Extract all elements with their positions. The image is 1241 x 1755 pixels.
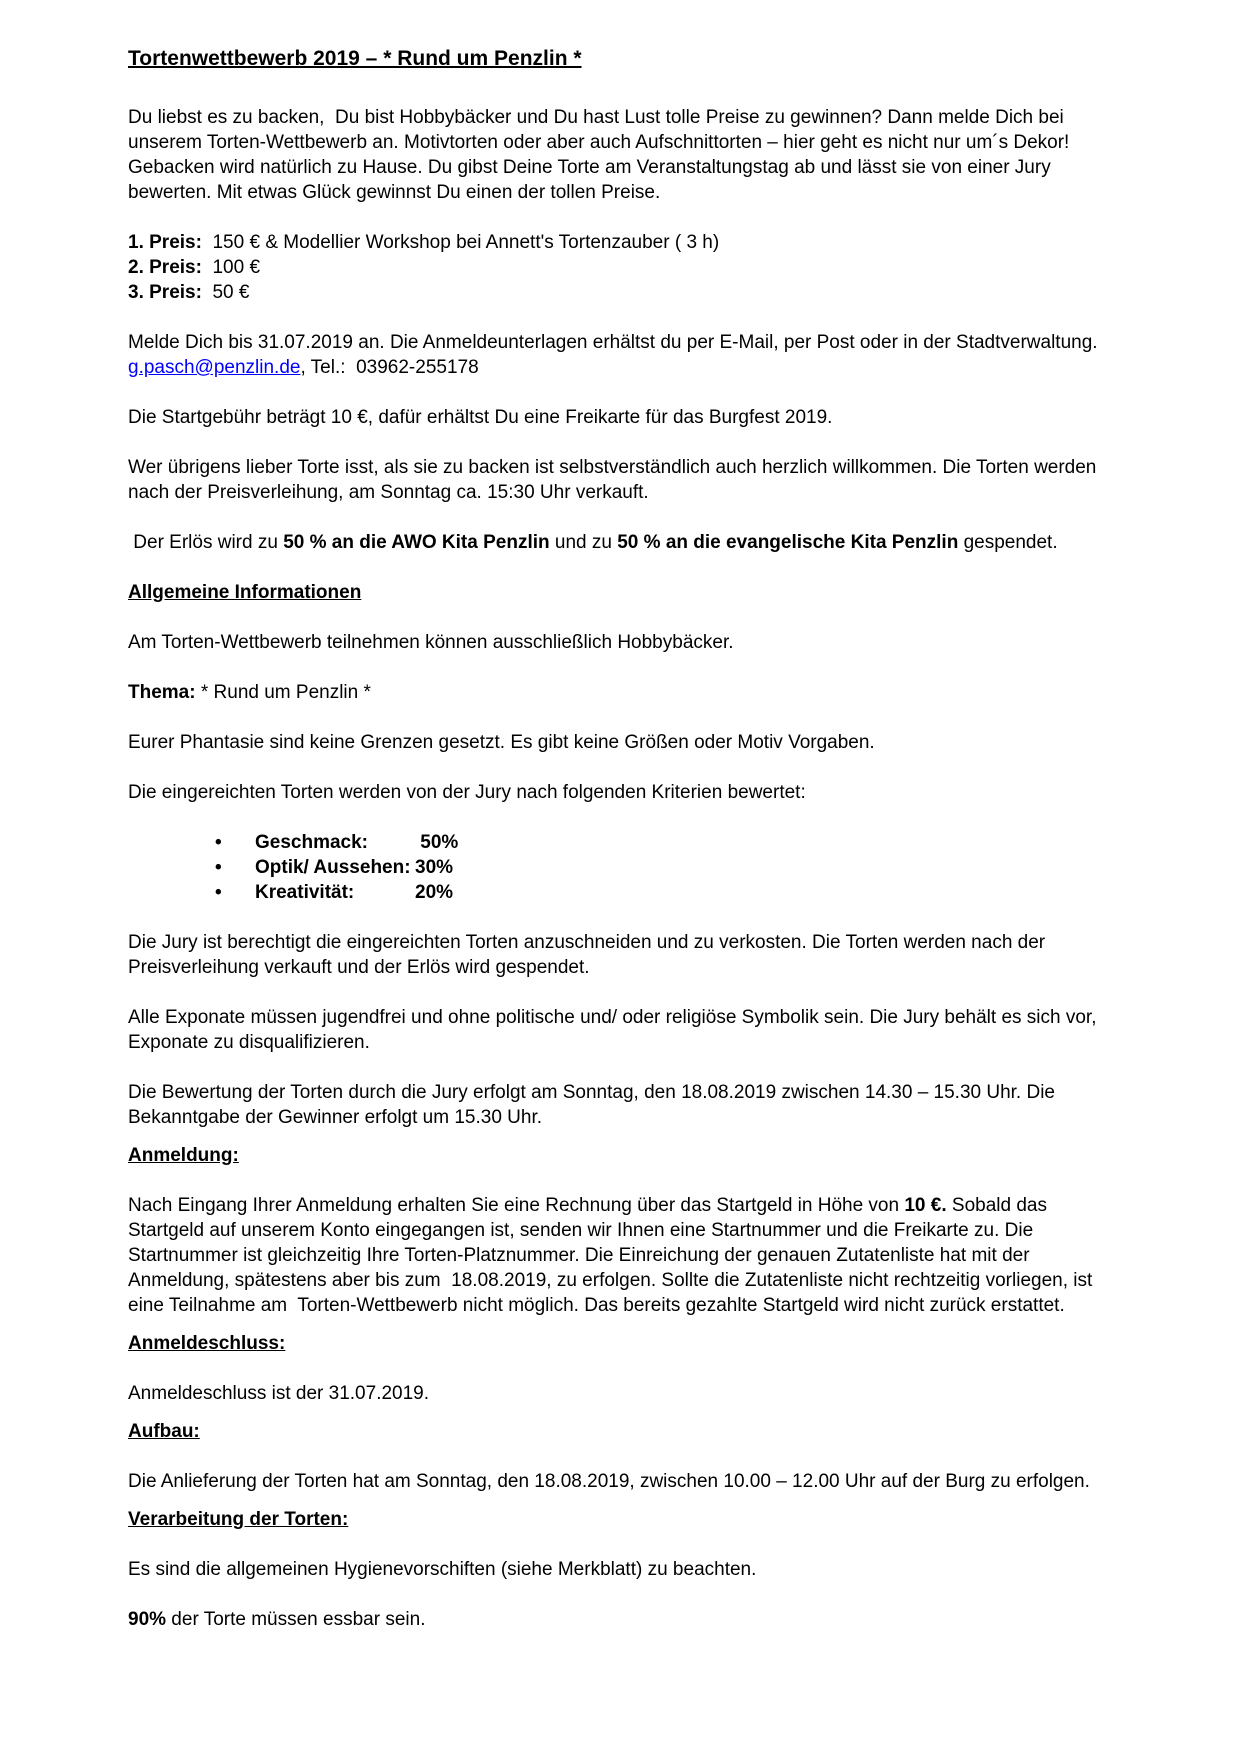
criteria-value-kreativitaet: 20% bbox=[415, 882, 454, 903]
bewertung-paragraph: Die Bewertung der Torten durch die Jury erfolgt am Sonntag, den 18.08.2019 zwischen 14.30 – 15.30 Uhr. Die Bekanntgabe der Gewinner erfolgt um 15.30 Uhr. bbox=[128, 1082, 1061, 1128]
prize-3-label: 3. Preis: bbox=[128, 282, 202, 303]
email-link[interactable]: g.pasch@penzlin.de bbox=[128, 357, 301, 378]
bullet-icon: • bbox=[215, 882, 222, 903]
criteria-label-optik: Optik/ Aussehen: bbox=[255, 857, 411, 878]
prize-1-value: 150 € & Modellier Workshop bei Annett's Tortenzauber ( 3 h) bbox=[201, 232, 720, 253]
hygiene-paragraph: Es sind die allgemeinen Hygienevorschiften (siehe Merkblatt) zu beachten. bbox=[128, 1559, 757, 1580]
prize-line-3 bbox=[128, 280, 1115, 305]
criteria-label-kreativitaet: Kreativität: bbox=[255, 882, 355, 903]
exponate-paragraph: Alle Exponate müssen jugendfrei und ohne politische und/ oder religiöse Symbolik sein. Die Jury behält es sich vor, Exponate zu disqualifizieren. bbox=[128, 1007, 1102, 1053]
criteria-label-geschmack: Geschmack: bbox=[255, 832, 369, 853]
criteria-item-geschmack bbox=[128, 830, 1115, 855]
anmeldung-text-1: Nach Eingang Ihrer Anmeldung erhalten Sie eine Rechnung über das Startgeld in Höhe von bbox=[128, 1195, 905, 1216]
edible-text: der Torte müssen essbar sein. bbox=[166, 1609, 426, 1630]
section-heading-allgemeine-informationen: Allgemeine Informationen bbox=[128, 582, 362, 603]
document-title: Tortenwettbewerb 2019 – * Rund um Penzlin * bbox=[128, 47, 582, 70]
section-heading-verarbeitung: Verarbeitung der Torten: bbox=[128, 1509, 349, 1530]
registration-text-before: Melde Dich bis 31.07.2019 an. Die Anmeldeunterlagen erhältst du per E-Mail, per Post oder in der Stadtverwaltung. bbox=[128, 332, 1109, 353]
prize-2-value: 100 € bbox=[201, 257, 261, 278]
anmeldeschluss-paragraph: Anmeldeschluss ist der 31.07.2019. bbox=[128, 1383, 430, 1404]
edible-percentage: 90% bbox=[128, 1609, 167, 1630]
prize-1-label: 1. Preis: bbox=[128, 232, 202, 253]
thema-value: * Rund um Penzlin * bbox=[195, 682, 371, 703]
donation-paragraph bbox=[128, 530, 1115, 555]
criteria-intro-paragraph: Die eingereichten Torten werden von der Jury nach folgenden Kriterien bewertet: bbox=[128, 782, 806, 803]
prize-2-label: 2. Preis: bbox=[128, 257, 202, 278]
section-heading-aufbau: Aufbau: bbox=[128, 1421, 200, 1442]
bullet-icon: • bbox=[215, 857, 222, 878]
prize-list bbox=[128, 230, 1115, 305]
freedom-paragraph: Eurer Phantasie sind keine Grenzen gesetzt. Es gibt keine Größen oder Motiv Vorgaben. bbox=[128, 732, 875, 753]
jury-rights-paragraph: Die Jury ist berechtigt die eingereichten Torten anzuschneiden und zu verkosten. Die Torten werden nach der Preisverleihung verkauft und der Erlös wird gespendet. bbox=[128, 932, 1051, 978]
fee-paragraph: Die Startgebühr beträgt 10 €, dafür erhältst Du eine Freikarte für das Burgfest 2019. bbox=[128, 407, 833, 428]
criteria-item-kreativitaet bbox=[128, 880, 1115, 905]
anmeldung-paragraph bbox=[128, 1193, 1115, 1318]
section-heading-anmeldung: Anmeldung: bbox=[128, 1145, 239, 1166]
prize-line-2 bbox=[128, 255, 1115, 280]
criteria-value-geschmack: 50% bbox=[415, 832, 459, 853]
registration-paragraph bbox=[128, 330, 1115, 380]
criteria-value-optik: 30% bbox=[415, 857, 454, 878]
visitors-paragraph: Wer übrigens lieber Torte isst, als sie zu backen ist selbstverständlich auch herzlich willkommen. Die Torten werden nach der Preisverleihung, am Sonntag ca. 15:30 Uhr verkauft. bbox=[128, 457, 1102, 503]
donation-bold-evangelische: 50 % an die evangelische Kita Penzlin bbox=[617, 532, 959, 553]
edible-paragraph bbox=[128, 1607, 1115, 1632]
bullet-icon: • bbox=[215, 832, 222, 853]
criteria-list bbox=[128, 830, 1115, 905]
section-heading-anmeldeschluss: Anmeldeschluss: bbox=[128, 1333, 286, 1354]
prize-3-value: 50 € bbox=[201, 282, 250, 303]
thema-label: Thema: bbox=[128, 682, 196, 703]
startgeld-amount: 10 €. bbox=[904, 1195, 947, 1216]
thema-paragraph bbox=[128, 680, 1115, 705]
donation-text-2: und zu bbox=[549, 532, 618, 553]
registration-text-after: , Tel.: 03962-255178 bbox=[300, 357, 479, 378]
aufbau-paragraph: Die Anlieferung der Torten hat am Sonntag, den 18.08.2019, zwischen 10.00 – 12.00 Uhr auf der Burg zu erfolgen. bbox=[128, 1471, 1090, 1492]
participants-paragraph: Am Torten-Wettbewerb teilnehmen können ausschließlich Hobbybäcker. bbox=[128, 632, 734, 653]
anmeldung-text-2: Sobald das Startgeld auf unserem Konto eingegangen ist, senden wir Ihnen eine Startnummer und die Freikarte zu. Die Startnummer ist gleichzeitig Ihre Torten-Platznummer. Die Einreichung der genauen Zutatenliste hat mit der Anmeldung, spätestens aber bis zum 18.08.2019, zu erfolgen. Sollte die Zutatenliste nicht rechtzeitig vorliegen, ist eine Teilnahme am Torten-Wettbewerb nicht möglich. Das bereits gezahlte Startgeld wird nicht zurück erstattet. bbox=[128, 1195, 1098, 1316]
donation-bold-awo: 50 % an die AWO Kita Penzlin bbox=[283, 532, 550, 553]
donation-text-3: gespendet. bbox=[958, 532, 1058, 553]
intro-paragraph: Du liebst es zu backen, Du bist Hobbybäcker und Du hast Lust tolle Preise zu gewinnen? Dann melde Dich bei unserem Torten-Wettbewerb an. Motivtorten oder aber auch Aufschnittorten – hier geht es nicht nur um´s Dekor! Gebacken wird natürlich zu Hause. Du gibst Deine Torte am Veranstaltungstag ab und lässt sie von einer Jury bewerten. Mit etwas Glück gewinnst Du einen der tollen Preise. bbox=[128, 107, 1075, 203]
criteria-item-optik bbox=[128, 855, 1115, 880]
prize-line-1 bbox=[128, 230, 1115, 255]
donation-text-1: Der Erlös wird zu bbox=[128, 532, 284, 553]
